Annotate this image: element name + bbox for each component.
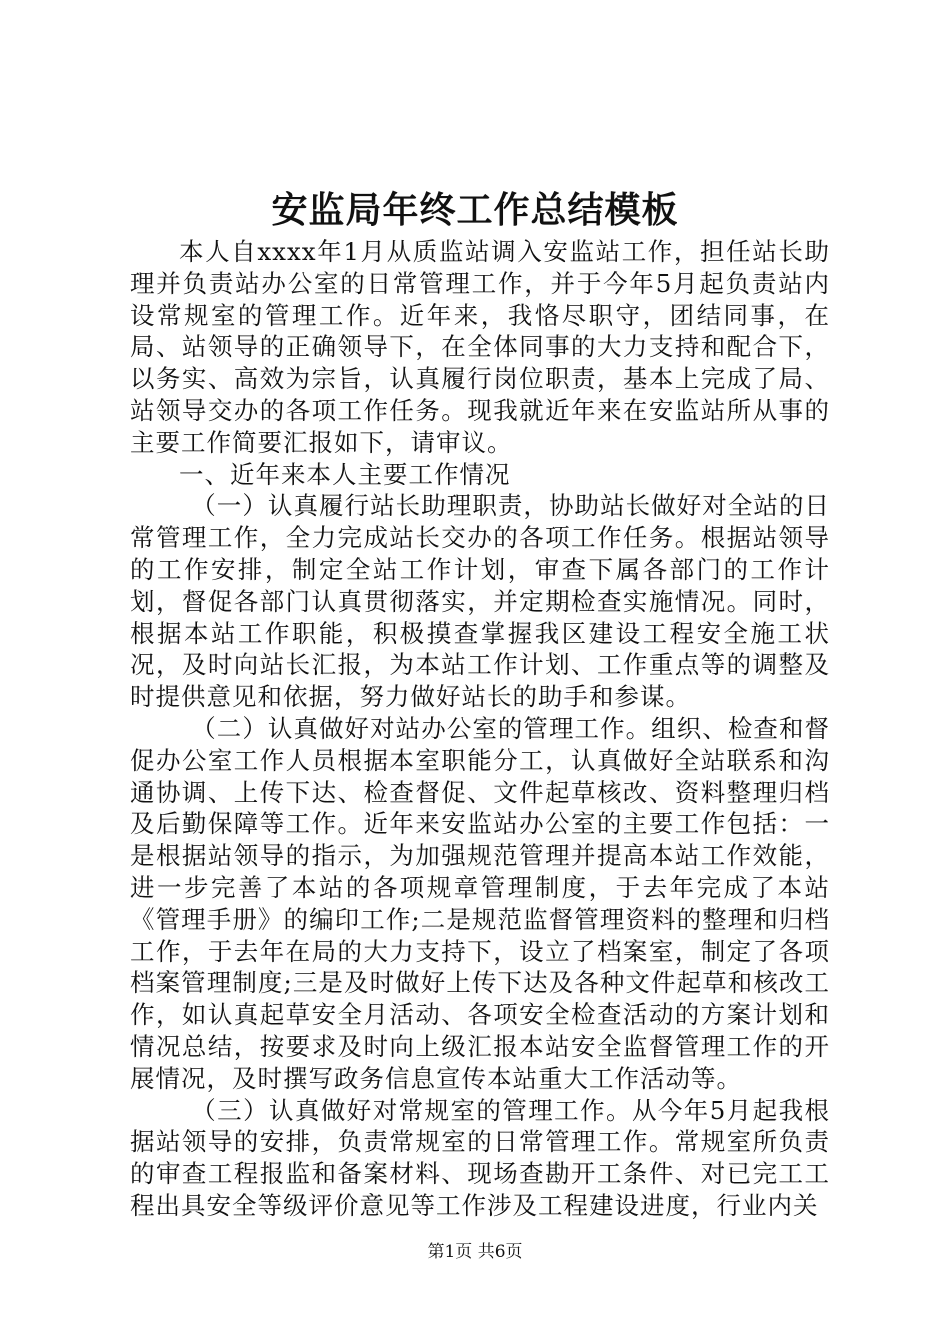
document-body [130, 236, 830, 1222]
paragraph-item-3: （三）认真做好对常规室的管理工作。从今年5月起我根据站领导的安排，负责常规室的日常管理工作。常规室所负责的审查工程报监和备案材料、现场查勘开工条件、对已完工工程出具安全等级评价意见等工作涉及工程建设进度，行业内关 [130, 1095, 830, 1220]
paragraph-intro: 本人自xxxx年1月从质监站调入安监站工作，担任站长助理并负责站办公室的日常管理工作，并于今年5月起负责站内设常规室的管理工作。近年来，我恪尽职守，团结同事，在局、站领导的正确领导下，在全体同事的大力支持和配合下，以务实、高效为宗旨，认真履行岗位职责，基本上完成了局、站领导交办的各项工作任务。现我就近年来在安监站所从事的主要工作简要汇报如下，请审议。 [130, 237, 830, 457]
section-heading: 一、近年来本人主要工作情况 [179, 459, 511, 489]
paragraph-item-1: （一）认真履行站长助理职责，协助站长做好对全站的日常管理工作，全力完成站长交办的各项工作任务。根据站领导的工作安排，制定全站工作计划，审查下属各部门的工作计划，督促各部门认真贯彻落实，并定期检查实施情况。同时，根据本站工作职能，积极摸查掌握我区建设工程安全施工状况，及时向站长汇报，为本站工作计划、工作重点等的调整及时提供意见和依据，努力做好站长的助手和参谋。 [130, 491, 830, 712]
paragraph-item-2: （二）认真做好对站办公室的管理工作。组织、检查和督促办公室工作人员根据本室职能分工，认真做好全站联系和沟通协调、上传下达、检查督促、文件起草核改、资料整理归档及后勤保障等工作。近年来安监站办公室的主要工作包括：一是根据站领导的指示，为加强规范管理并提高本站工作效能，进一步完善了本站的各项规章管理制度，于去年完成了本站《管理手册》的编印工作;二是规范监督管理资料的整理和归档工作，于去年在局的大力支持下，设立了档案室，制定了各项档案管理制度;三是及时做好上传下达及各种文件起草和核改工作，如认真起草安全月活动、各项安全检查活动的方案计划和情况总结，按要求及时向上级汇报本站安全监督管理工作的开展情况，及时撰写政务信息宣传本站重大工作活动等。 [130, 713, 830, 1093]
page-footer: 第1页 共6页 [427, 1242, 523, 1262]
document-title: 安监局年终工作总结模板 [271, 189, 679, 231]
